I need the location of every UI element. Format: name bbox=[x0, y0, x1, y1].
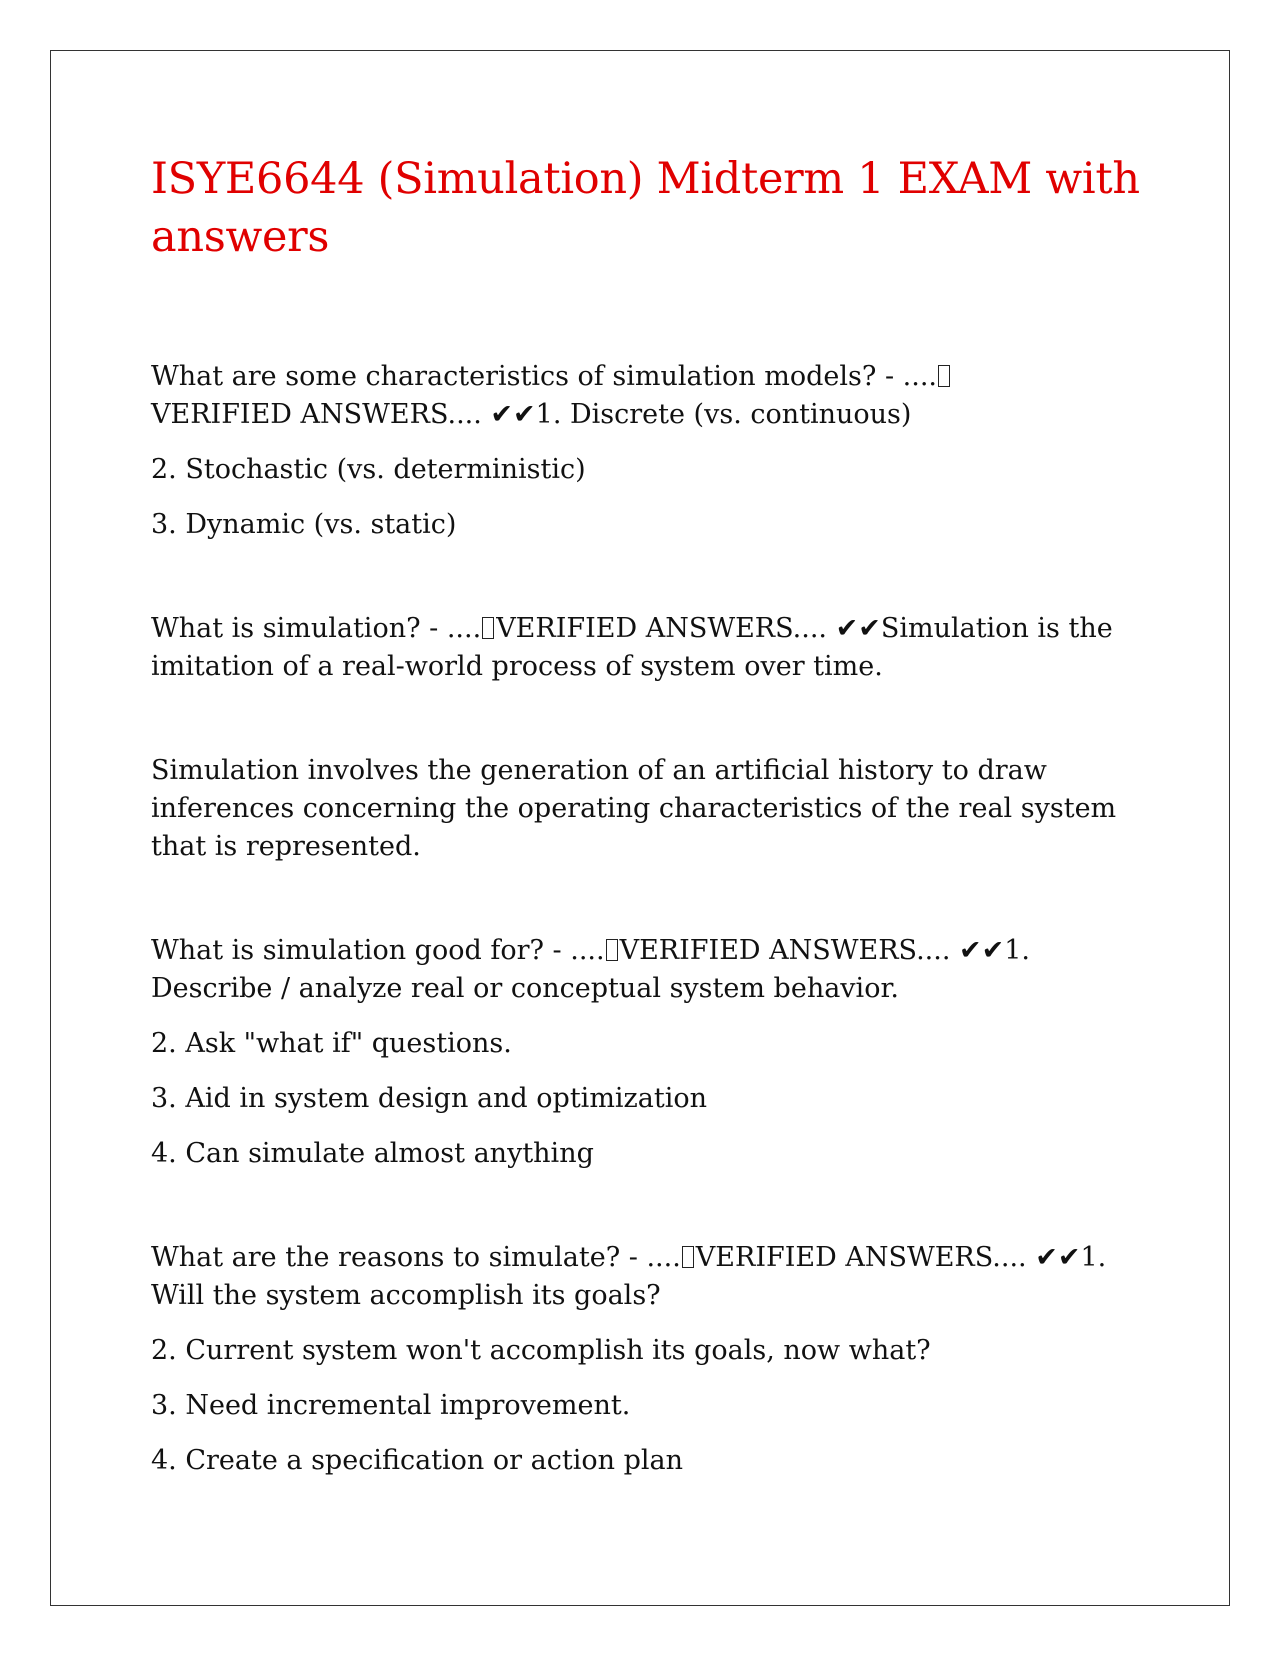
answer-item: 3. Aid in system design and optimization bbox=[151, 1083, 708, 1114]
answer-item: 3. Dynamic (vs. static) bbox=[151, 509, 457, 540]
qa-block bbox=[151, 1239, 1141, 1480]
answer-text: Simulation is the imitation of a real-world process of system over time. bbox=[151, 613, 1113, 682]
answer-marker: VERIFIED ANSWERS.... ✔✔ bbox=[496, 613, 881, 644]
answer-item: 4. Create a specification or action plan bbox=[151, 1445, 683, 1476]
answer-item: 2. Current system won't accomplish its goals, now what? bbox=[151, 1335, 931, 1366]
answer-item: 2. Ask "what if" questions. bbox=[151, 1028, 512, 1059]
answer-text: 1. Will the system accomplish its goals? bbox=[151, 1242, 1107, 1311]
question-answer bbox=[151, 358, 1141, 434]
document-title: ISYE6644 (Simulation) Midterm 1 EXAM with answers bbox=[151, 154, 1140, 262]
qa-block bbox=[151, 752, 1141, 866]
qa-block bbox=[151, 932, 1141, 1173]
question-text: What are some characteristics of simulation models? - .... bbox=[151, 361, 937, 392]
answer-text: 1. Discrete (vs. continuous) bbox=[535, 399, 912, 430]
answer-marker: VERIFIED ANSWERS.... ✔✔ bbox=[619, 935, 1005, 966]
question-answer bbox=[151, 932, 1141, 1008]
missing-glyph-icon bbox=[682, 1246, 694, 1268]
answer-marker: VERIFIED ANSWERS.... ✔✔ bbox=[151, 399, 536, 430]
question-answer bbox=[151, 610, 1141, 686]
question-text: What is simulation good for? - .... bbox=[151, 935, 605, 966]
missing-glyph-icon bbox=[938, 365, 950, 387]
paragraph: Simulation involves the generation of an artificial history to draw inferences concerning the operating characteristics of the real system that is represented. bbox=[151, 755, 1117, 862]
answer-item: 3. Need incremental improvement. bbox=[151, 1390, 631, 1421]
qa-block bbox=[151, 610, 1141, 686]
question-text: What are the reasons to simulate? - .... bbox=[151, 1242, 681, 1273]
missing-glyph-icon bbox=[606, 939, 618, 961]
answer-item: 2. Stochastic (vs. deterministic) bbox=[151, 454, 586, 485]
answer-item: 4. Can simulate almost anything bbox=[151, 1138, 594, 1169]
document-content bbox=[151, 150, 1141, 1546]
question-answer bbox=[151, 1239, 1141, 1315]
qa-block bbox=[151, 358, 1141, 544]
answer-marker: VERIFIED ANSWERS.... ✔✔ bbox=[695, 1242, 1081, 1273]
missing-glyph-icon bbox=[482, 617, 494, 639]
answer-text: 1. Describe / analyze real or conceptual system behavior. bbox=[151, 935, 1031, 1004]
question-text: What is simulation? - .... bbox=[151, 613, 482, 644]
